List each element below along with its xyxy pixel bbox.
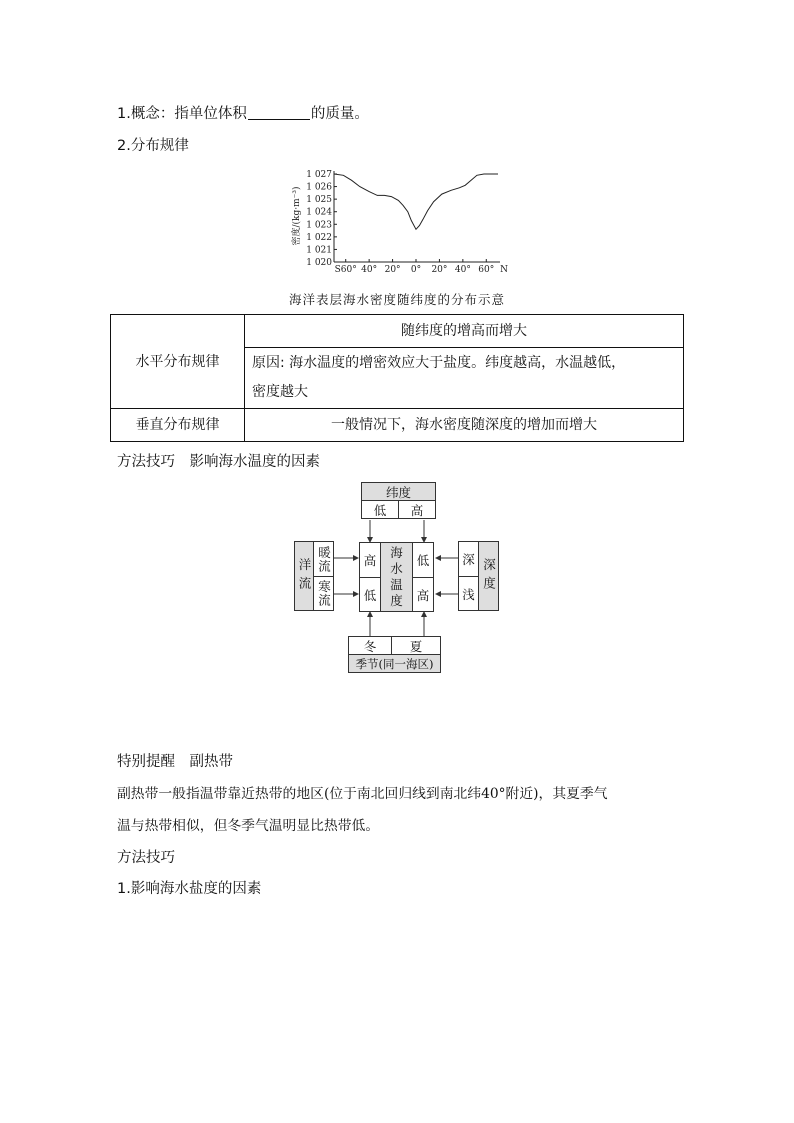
- depth-deep: 深: [458, 541, 479, 577]
- chart-x-tick-label: 40°: [361, 265, 378, 275]
- chart-x-tick-label: 20°: [431, 265, 448, 275]
- density-curve: [334, 174, 498, 229]
- chart-y-tick-label: 1 027: [306, 170, 332, 180]
- horizontal-label: 水平分布规律: [111, 315, 245, 409]
- horizontal-reason: [245, 348, 684, 409]
- tips-heading-salinity: 方法技巧: [117, 850, 175, 866]
- chart-x-tick-label: S60°: [334, 265, 357, 275]
- tips-heading-temperature: 方法技巧 影响海水温度的因素: [117, 454, 320, 470]
- current-header: 洋流: [294, 541, 314, 611]
- fill-blank[interactable]: [248, 105, 310, 120]
- chart-x-tick-label: N: [500, 265, 508, 275]
- center-title: 海水温度: [380, 542, 413, 612]
- distribution-heading: 2.分布规律: [117, 138, 189, 154]
- chart-x-tick-label: 60°: [478, 265, 495, 275]
- center-right-low: 低: [412, 542, 434, 578]
- table-row: [111, 315, 684, 348]
- season-header: 季节(同一海区): [348, 654, 441, 673]
- vertical-rule: 一般情况下，海水密度随深度的增加而增大: [245, 409, 684, 442]
- chart-y-tick-label: 1 025: [306, 195, 332, 206]
- concept-prefix: 1.概念：指单位体积: [117, 106, 247, 122]
- chart-y-label: 密度/(kg·m⁻³): [292, 186, 302, 246]
- center-right-high: 高: [412, 577, 434, 612]
- latitude-header: 纬度: [361, 482, 436, 501]
- horizontal-reason-line1: 原因: 海水温度的增密效应大于盐度。纬度越高，水温越低，: [252, 355, 626, 371]
- season-summer: 夏: [391, 636, 441, 655]
- warm-current-label: 暖流: [316, 545, 332, 573]
- depth-header: 深度: [478, 541, 499, 611]
- chart-x-tick-label: 0°: [410, 265, 422, 275]
- table-row: [111, 409, 684, 442]
- chart-caption: 海洋表层海水密度随纬度的分布示意: [288, 292, 505, 307]
- cold-current: [313, 576, 334, 611]
- density-distribution-table: [110, 314, 684, 442]
- chart-y-tick-label: 1 020: [306, 258, 332, 268]
- season-winter: 冬: [348, 636, 392, 655]
- chart-x-tick-label: 20°: [384, 265, 401, 275]
- horizontal-reason-line2: 密度越大: [252, 384, 308, 400]
- vertical-label: 垂直分布规律: [111, 409, 245, 442]
- density-latitude-chart: [280, 166, 520, 278]
- chart-x-ticks: [335, 259, 508, 275]
- horizontal-rule: 随纬度的增高而增大: [245, 315, 684, 348]
- chart-y-tick-label: 1 024: [306, 207, 332, 218]
- latitude-high: 高: [398, 500, 436, 519]
- chart-x-tick-label: 40°: [454, 265, 471, 275]
- cold-current-label: 寒流: [316, 580, 332, 607]
- reminder-text-line1: 副热带一般指温带靠近热带的地区(位于南北回归线到南北纬40°附近)，其夏季气: [117, 786, 608, 802]
- chart-y-tick-label: 1 021: [306, 245, 332, 256]
- reminder-text-line2: 温与热带相似，但冬季气温明显比热带低。: [117, 818, 380, 834]
- warm-current: [313, 541, 334, 577]
- chart-y-ticks: [306, 170, 337, 268]
- center-high: 高: [359, 542, 381, 578]
- chart-axes: [334, 171, 500, 262]
- concept-suffix: 的质量。: [310, 106, 369, 122]
- depth-shallow: 浅: [458, 576, 479, 611]
- concept-line: [117, 102, 369, 123]
- reminder-heading: 特别提醒 副热带: [117, 754, 233, 770]
- chart-y-tick-label: 1 026: [306, 182, 332, 193]
- salinity-factors-heading: 1.影响海水盐度的因素: [117, 881, 262, 897]
- chart-y-tick-label: 1 022: [306, 232, 332, 243]
- chart-y-tick-label: 1 023: [306, 220, 332, 231]
- center-low: 低: [359, 577, 381, 612]
- latitude-low: 低: [361, 500, 399, 519]
